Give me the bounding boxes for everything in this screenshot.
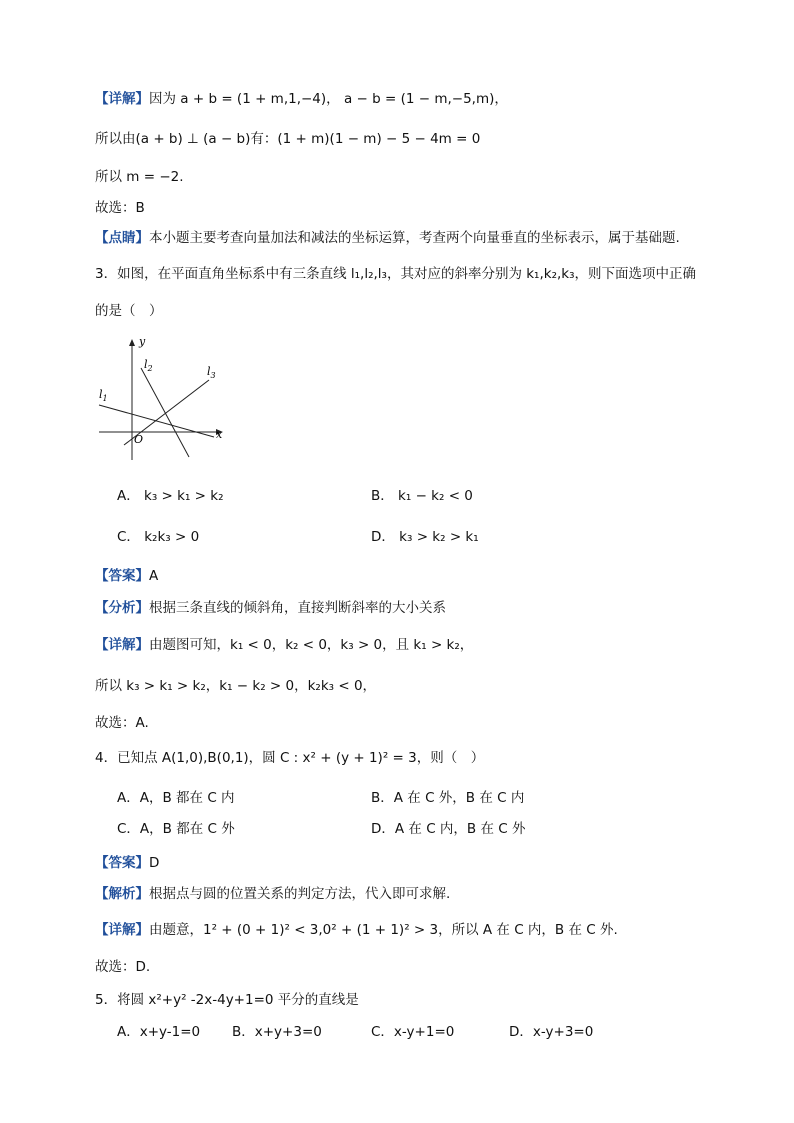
q4-answer-line	[95, 854, 159, 872]
q3-analysis-text: 根据三条直线的倾斜角，直接判断斜率的大小关系	[149, 600, 446, 616]
q5-option-d: D．x-y+3=0	[509, 1024, 594, 1040]
q4-option-c: C．A，B 都在 C 外	[117, 821, 235, 837]
q5-option-a: A．x+y-1=0	[117, 1024, 201, 1040]
q5-option-c: C．x-y+1=0	[371, 1024, 455, 1040]
q3-stem-line2: 的是（ ）	[95, 303, 163, 319]
q4-conclusion: 故选：D.	[95, 959, 151, 975]
q3-analysis-line	[95, 599, 446, 617]
detail-tag: 【详解】	[95, 91, 149, 107]
q5-option-b: B．x+y+3=0	[232, 1024, 322, 1040]
q3-option-a: A． k₃ > k₁ > k₂	[117, 488, 224, 504]
q3-option-d: D． k₃ > k₂ > k₁	[371, 529, 479, 545]
q3-option-c: C． k₂k₃ > 0	[117, 529, 200, 545]
line-l2	[141, 368, 189, 457]
answer-tag: 【答案】	[95, 568, 149, 584]
detail-tag: 【详解】	[95, 637, 149, 653]
y-axis-label: y	[139, 335, 146, 348]
q3-answer: A	[149, 568, 159, 584]
l1-label: $l_1$	[99, 388, 108, 403]
l2-label: $l_2$	[144, 358, 153, 373]
q4-stem: 4．已知点 A(1,0),B(0,1)，圆 C : x² + (y + 1)² = 3，则（ ）	[95, 750, 485, 766]
q2-step1: 所以由(a + b) ⊥ (a − b)有：(1 + m)(1 − m) − 5 − 4m = 0	[95, 131, 481, 147]
q3-detail-text: 由题图可知，k₁ < 0，k₂ < 0，k₃ > 0，且 k₁ > k₂，	[149, 637, 474, 653]
q4-detail-text: 由题意，1² + (0 + 1)² < 3,0² + (1 + 1)² > 3，所以 A 在 C 内，B 在 C 外.	[149, 922, 618, 938]
q4-option-d: D．A 在 C 内，B 在 C 外	[371, 821, 526, 837]
y-axis-arrow-icon	[129, 339, 135, 346]
q2-comment-text: 本小题主要考查向量加法和减法的坐标运算，考查两个向量垂直的坐标表示，属于基础题.	[149, 230, 680, 246]
q2-detail-line	[95, 90, 508, 108]
q2-detail-text: 因为 a + b = (1 + m,1,−4)， a − b = (1 − m,−5,m)，	[149, 91, 508, 107]
q3-option-b: B． k₁ − k₂ < 0	[371, 488, 473, 504]
q4-solution-line	[95, 885, 450, 903]
q3-step1: 所以 k₃ > k₁ > k₂，k₁ − k₂ > 0，k₂k₃ < 0，	[95, 678, 377, 694]
q2-comment-line	[95, 229, 680, 247]
line-l3	[124, 380, 209, 445]
x-axis-label: x	[216, 428, 223, 441]
q4-option-a: A．A，B 都在 C 内	[117, 790, 235, 806]
q4-detail-line	[95, 921, 618, 939]
analysis-tag: 【分析】	[95, 600, 149, 616]
q3-line-figure	[94, 335, 234, 465]
q3-stem-line1: 3．如图，在平面直角坐标系中有三条直线 l₁,l₂,l₃，其对应的斜率分别为 k₁,k₂,k₃，则下面选项中正确	[95, 266, 697, 282]
q4-option-b: B．A 在 C 外，B 在 C 内	[371, 790, 525, 806]
l3-label: $l_3$	[207, 365, 216, 380]
answer-tag: 【答案】	[95, 855, 149, 871]
q5-stem: 5．将圆 x²+y² -2x-4y+1=0 平分的直线是	[95, 992, 359, 1008]
q3-detail-line	[95, 636, 473, 654]
solution-tag: 【解析】	[95, 886, 149, 902]
q2-answer-line: 故选：B	[95, 200, 145, 216]
q4-answer: D	[149, 855, 160, 871]
origin-label: O	[134, 433, 144, 446]
q3-answer-line	[95, 567, 158, 585]
comment-tag: 【点睛】	[95, 230, 149, 246]
q3-conclusion: 故选：A.	[95, 715, 149, 731]
detail-tag: 【详解】	[95, 922, 149, 938]
q2-step2: 所以 m = −2.	[95, 169, 184, 185]
q4-solution-text: 根据点与圆的位置关系的判定方法，代入即可求解.	[149, 886, 451, 902]
